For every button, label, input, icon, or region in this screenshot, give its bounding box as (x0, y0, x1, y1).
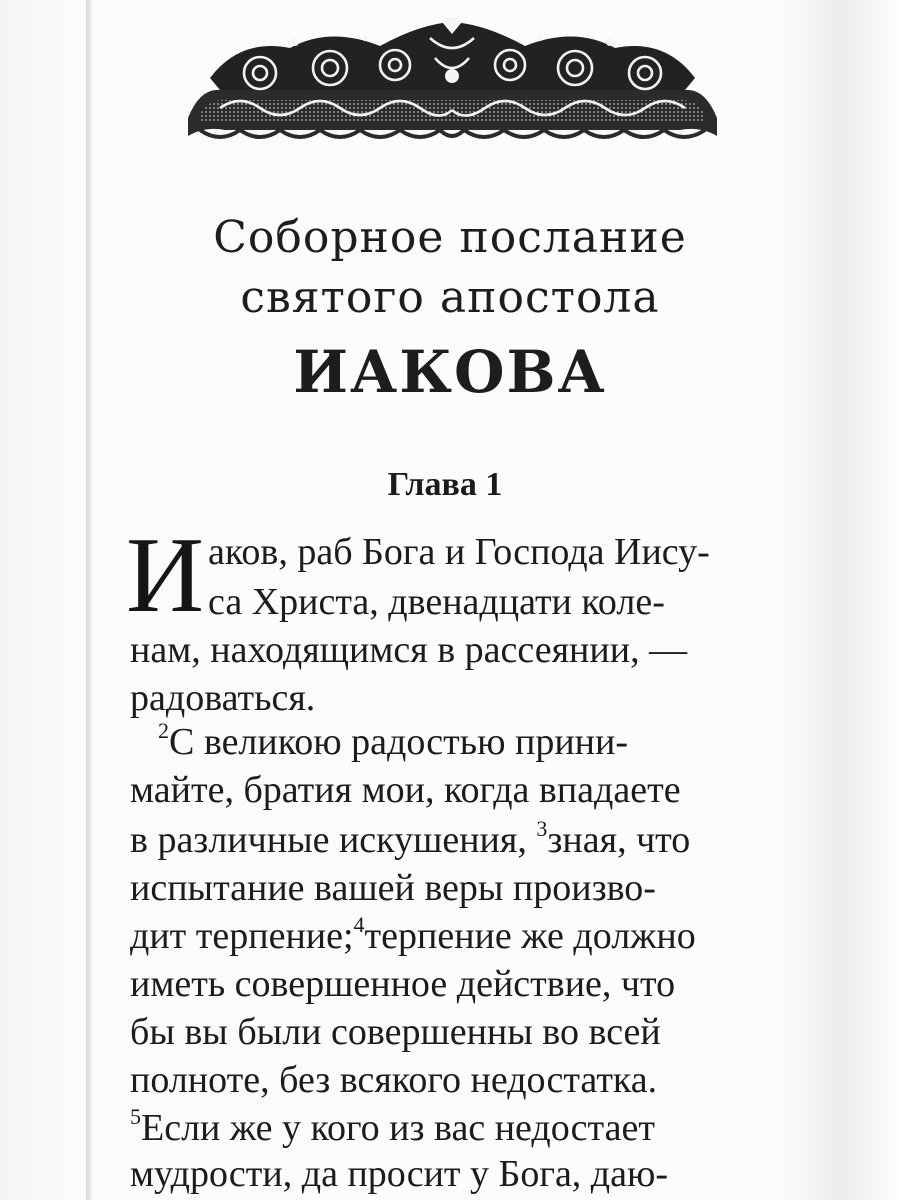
verse-number: 2 (158, 718, 169, 743)
epistle-title-line-1: Соборное послание (213, 212, 687, 263)
text-line (130, 914, 696, 958)
verse-number: 3 (536, 816, 548, 841)
verse-text: в различные искушения, (130, 819, 527, 861)
epistle-title-name: ИАКОВА (293, 338, 607, 406)
verse-text: С великою радостью прини- (169, 721, 628, 763)
verse-number: 5 (130, 1104, 141, 1129)
chapter-heading: Глава 1 (387, 466, 503, 503)
text-line: бы вы были совершенны во всей (130, 1011, 661, 1053)
text-line (130, 818, 690, 862)
text-line: са Христа, двенадцати коле- (208, 581, 665, 623)
verse-text: дит терпение; (130, 915, 354, 957)
ornamental-headpiece (180, 18, 725, 146)
text-line (130, 1106, 655, 1150)
text-line: аков, раб Бога и Господа Иису- (208, 531, 710, 573)
verse-text: терпение же должно (364, 915, 696, 957)
page-gutter (86, 0, 92, 1200)
text-line: испытание вашей веры произво- (130, 867, 656, 909)
verse-text: Если же у кого из вас недостает (141, 1107, 655, 1149)
text-line: полноте, без всякого недостатка. (130, 1059, 658, 1101)
text-line (158, 720, 628, 764)
drop-cap: И (126, 516, 204, 635)
text-line: мудрости, да просит у Бога, даю- (130, 1153, 669, 1195)
text-line: нам, находящимся в рассеянии, — (130, 629, 688, 671)
text-line: радоваться. (130, 677, 316, 719)
text-line: майте, братия мои, когда впадаете (130, 769, 681, 811)
verse-number: 4 (353, 912, 365, 937)
verse-text: зная, что (547, 819, 691, 861)
text-line: иметь совершенное действие, что (130, 963, 676, 1005)
epistle-title-line-2: святого апостола (240, 272, 660, 323)
